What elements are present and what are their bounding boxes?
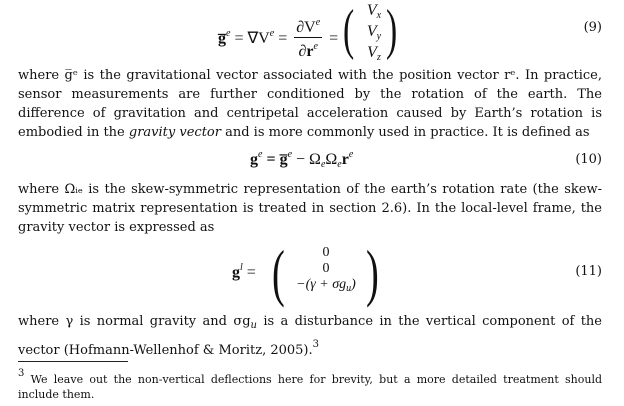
eq10-omega1: − Ω [292,151,321,168]
eq10-omega1-sub: e [320,159,326,170]
paragraph-2 [18,180,602,237]
eq9-vector [362,3,386,66]
equation-11-number: (11) [575,264,602,279]
eq11-vec-2: −(γ + σg [296,277,347,292]
eq10-g: g [250,151,258,168]
eq11-vector [284,245,368,297]
eq11-g: g [232,264,240,281]
equation-9-body: g̅$^e$ = $\nabla V^e$ = $\frac{\partial V^e}{\partial r^e}$ = [218,16,338,63]
eq10-gbar: = g̅ [262,151,288,168]
eq11-vec-2-close: ) [351,277,356,292]
eq11-left-paren: ( [272,237,285,308]
eq9-frac-den: ∂r [298,43,314,60]
footnote-reference-3[interactable]: 3 [312,339,320,350]
eq9-vec-0: V [366,2,377,19]
eq9-right-paren: ) [386,0,398,61]
eq10-r-sup: e [348,149,354,160]
eq11-vec-1: 0 [322,261,330,276]
eq9-equals2: = [329,30,339,48]
equation-9-number: (9) [583,20,602,35]
eq9-fraction [294,14,322,61]
eq11-right-paren: ) [366,237,379,308]
paragraph-1-italic: gravity vector [128,125,221,140]
footnote-text: We leave out the non-vertical deflections here for brevity, but a more detailed treatment should include them. [18,373,602,401]
equation-11-body [232,262,256,282]
paragraph-3 [18,312,602,360]
eq10-omega2-sub: e [337,159,342,170]
eq9-nabla: = ∇V [230,30,270,48]
paragraph-1 [18,66,602,142]
equation-10-body [250,149,353,170]
eq9-vec-2: V [367,44,377,61]
paragraph-2-text: where Ωᵢₑ is the skew-symmetric representation of the earth’s rotation rate (the skew-symmetric matrix representation is treated in section 2.6). In the local-level frame, the gravity vector is expressed as [18,182,602,235]
eq11-equals: = [242,264,256,281]
eq9-gbar: g̅ [218,30,226,48]
eq10-omega2: Ω [325,151,338,168]
paragraph-1-text: where g̅ᵉ is the gravitational vector associated with the position vector rᵉ. In practice, sensor measurements are further conditioned by the rotation of the earth. The difference of gravitation and centripetal acceleration caused by Earth’s rotation is embodied in the [18,68,602,140]
equation-10 [0,146,624,170]
equation-11 [0,237,624,308]
paragraph-3-sub: u [250,320,257,331]
eq9-vec-0-sub: x [376,10,382,21]
eq9-left-paren: ( [343,0,355,61]
eq10-r: r [341,151,349,168]
eq11-vec-2-sub: u [346,283,352,294]
footnote-rule [18,361,128,362]
eq9-nabla-sup: e [269,28,275,40]
eq9-frac-den-sup: e [313,41,318,52]
eq9-frac-num: ∂V [296,19,316,36]
eq9-vec-1-sub: y [376,31,382,42]
paragraph-3-mid: is a disturbance in the vertical component of the vector (Hofmann-Wellenhof & Moritz, 2005). [18,314,602,358]
equation-10-number: (10) [575,152,602,167]
footnote-mark: 3 [18,368,25,379]
eq10-g-sup: e [258,149,263,160]
eq10-gbar-sup: e [287,149,293,160]
eq9-frac-num-sup: e [315,17,321,28]
eq11-vec-0: 0 [322,245,330,260]
paragraph-3-text: where γ is normal gravity and σg [18,314,251,329]
eq9-vec-1: V [366,23,377,40]
eq9-vec-2-sub: z [376,52,381,63]
footnote-3 [18,366,602,402]
eq11-g-sup: l [240,262,243,273]
eq9-gbar-sup: e [226,28,231,40]
equation-9 [0,0,624,63]
paragraph-1-end: and is more commonly used in practice. It is defined as [220,125,590,140]
